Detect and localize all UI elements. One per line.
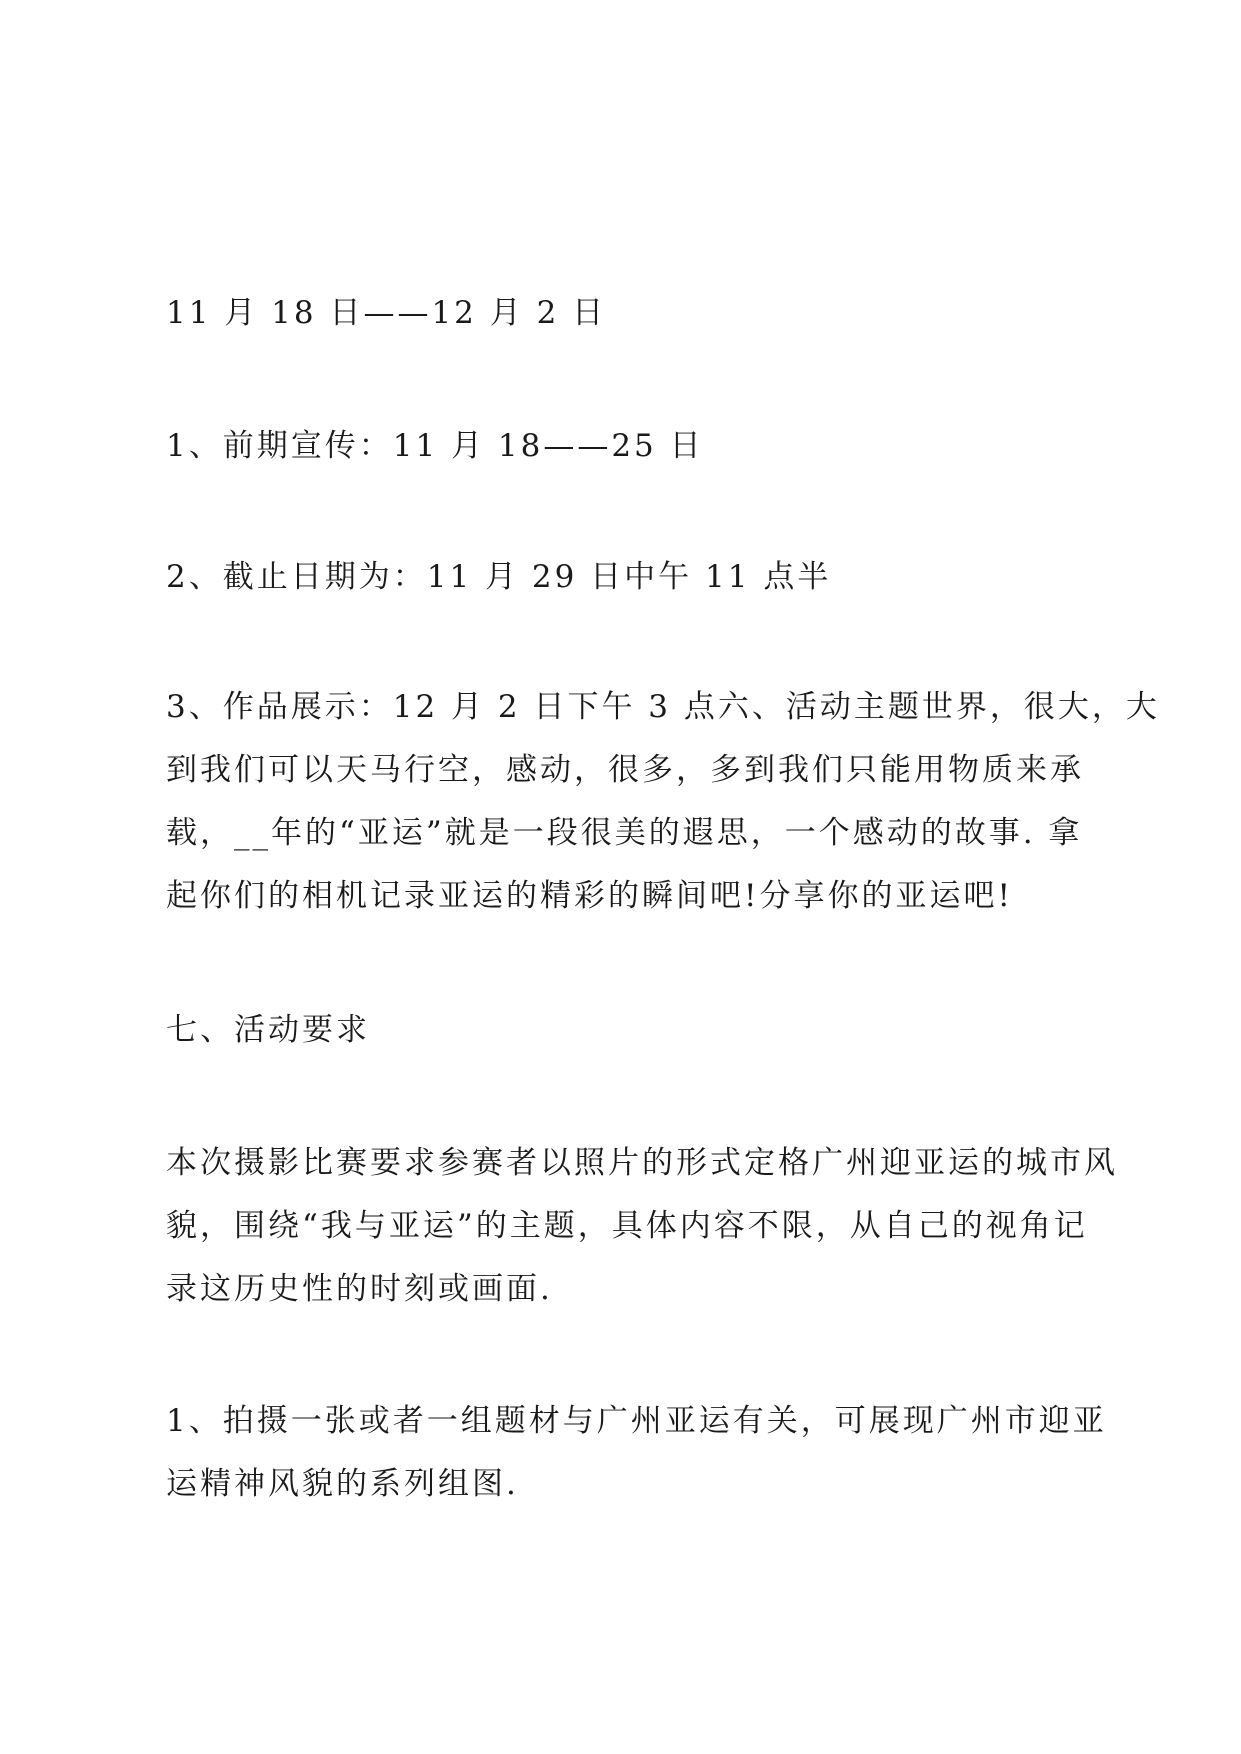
text-line: 本次摄影比赛要求参赛者以照片的形式定格广州迎亚运的城市风 [166,1145,1118,1181]
text-line: 11 月 18 日——12 月 2 日 [166,295,607,331]
text-line: 七、活动要求 [166,1012,370,1048]
text-line: 起你们的相机记录亚运的精彩的瞬间吧!分享你的亚运吧! [166,878,1013,914]
text-line: 到我们可以天马行空，感动，很多，多到我们只能用物质来承 [166,752,1084,788]
text-line: 1、拍摄一张或者一组题材与广州亚运有关，可展现广州市迎亚 [166,1403,1107,1439]
text-line: 录这历史性的时刻或画面. [166,1271,553,1307]
text-line: 2、截止日期为：11 月 29 日中午 11 点半 [166,559,832,595]
date-range-paragraph [166,282,1096,345]
text-line: 3、作品展示：12 月 2 日下午 3 点六、活动主题世界，很大，大 [166,689,1160,725]
requirement-item-1 [166,1390,1107,1516]
text-line: 运精神风貌的系列组图. [166,1466,519,1502]
text-line: 载，__年的“亚运”就是一段很美的遐思，一个感动的故事. 拿 [166,815,1083,851]
section-heading-requirements [166,999,1096,1062]
requirements-intro-paragraph [166,1132,1118,1321]
text-line: 1、前期宣传：11 月 18——25 日 [166,428,704,464]
text-line: 貌，围绕“我与亚运”的主题，具体内容不限，从自己的视角记 [166,1208,1088,1244]
deadline-paragraph [166,546,1096,609]
promotion-period-paragraph [166,415,1096,478]
exhibition-theme-paragraph [166,676,1160,928]
